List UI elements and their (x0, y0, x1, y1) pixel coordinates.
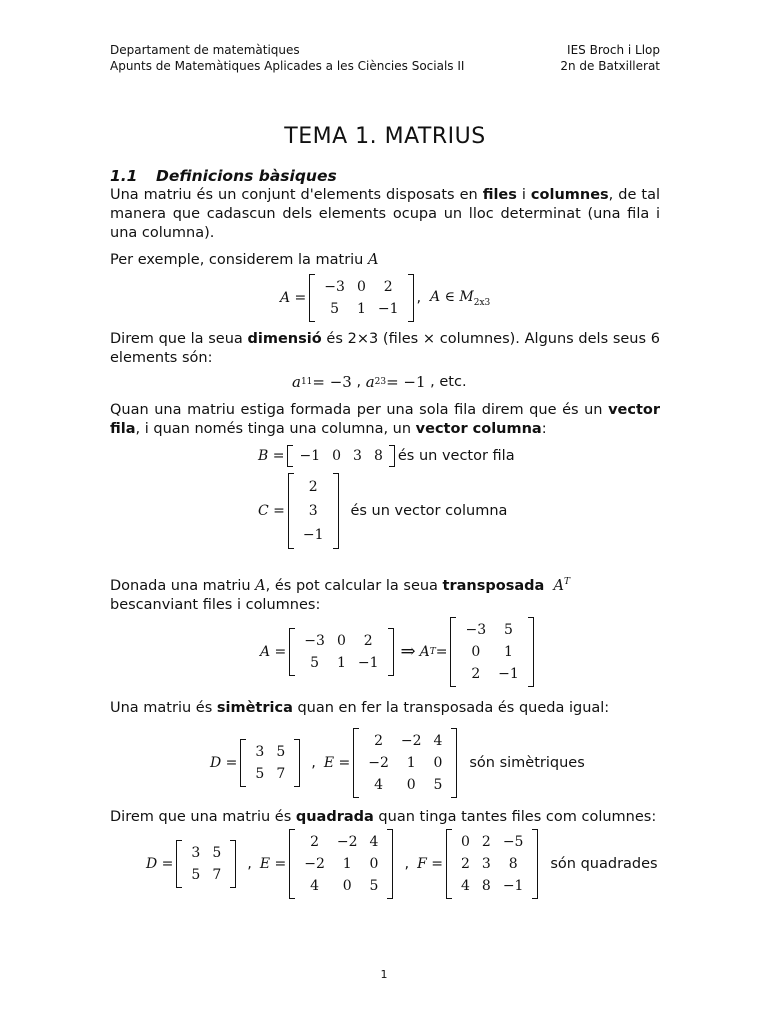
text: quan en fer la transposada és queda igual: (292, 699, 610, 716)
matrix-table (293, 445, 388, 467)
math-var: a (365, 373, 375, 391)
matrix-table (318, 276, 404, 320)
matrix-row (249, 741, 291, 763)
matrix-entry: −5 (502, 833, 524, 850)
matrix-entry: −2 (336, 833, 358, 850)
matrix-entry: 0 (342, 877, 352, 894)
matrix-row (318, 276, 404, 298)
matrix-entry: 3 (308, 503, 318, 519)
math-sup: T (429, 646, 436, 657)
matrix-table (455, 831, 529, 897)
matrix-row (298, 831, 384, 853)
text: quan tinga tantes files com columnes: (373, 808, 657, 825)
math-sub: 2x3 (473, 297, 491, 308)
text: és 2×3 (files × columnes). Alguns dels seus 6 elements són: (110, 331, 660, 366)
matrix (446, 829, 538, 899)
matrix-entry: −1 (299, 448, 321, 464)
matrix-entry: −2 (304, 855, 325, 872)
matrix-entry: 7 (212, 866, 222, 883)
header-grade: 2n de Batxillerat (560, 59, 660, 73)
matrix-entry: 2 (383, 279, 393, 295)
math-var: A (367, 252, 379, 268)
matrix-row (298, 652, 384, 674)
matrix-entry: 2 (374, 732, 384, 749)
matrix-entry: 4 (369, 833, 379, 850)
matrix-row (459, 663, 524, 685)
matrix-entry: 0 (336, 632, 346, 649)
paragraph-example (110, 251, 660, 270)
text: , i quan només tinga una columna, un (135, 421, 416, 437)
matrix-row (297, 475, 330, 499)
text: Per exemple, considerem la matriu (110, 252, 368, 268)
matrix (288, 473, 339, 549)
matrix-entry: −2 (368, 754, 389, 771)
matrix-entry: 0 (433, 754, 443, 771)
matrix-entry: 0 (332, 448, 342, 464)
matrix-entry: 3 (255, 743, 265, 760)
text: , és pot calcular la seua (265, 577, 443, 594)
separator: , (351, 374, 366, 390)
matrix-row (455, 853, 529, 875)
matrix-table (249, 741, 291, 785)
matrix-row (455, 831, 529, 853)
matrix-row (293, 445, 388, 467)
separator: , (247, 855, 252, 872)
matrix (289, 829, 393, 899)
matrix-entry: 2 (308, 479, 318, 495)
matrix-entry: 5 (330, 301, 340, 317)
implies-arrow: ⇒ (400, 641, 416, 663)
text: bescanviant files i columnes: (110, 596, 321, 613)
term-dimensio: dimensió (247, 331, 322, 347)
matrix-entry: 8 (481, 877, 491, 894)
term-simetrica: simètrica (216, 699, 293, 716)
equation-square (146, 829, 660, 899)
matrix-entry: 5 (191, 866, 201, 883)
matrix-entry: −3 (324, 279, 345, 295)
math-lhs: F = (417, 855, 443, 872)
matrix-entry: 0 (406, 776, 416, 793)
paragraph-dimension (110, 330, 660, 368)
matrix-entry: 5 (433, 776, 443, 793)
math-sub: 11 (300, 377, 313, 387)
matrix-entry: 5 (212, 844, 222, 861)
matrix-row (298, 853, 384, 875)
matrix-entry: 2 (363, 632, 373, 649)
text: i (516, 187, 531, 203)
matrix-entry: 0 (369, 855, 379, 872)
matrix-entry: −1 (357, 654, 379, 671)
math-var: A (553, 577, 564, 594)
matrix-entry: 7 (276, 765, 286, 782)
matrix-entry: −2 (400, 732, 422, 749)
page-number: 1 (380, 968, 388, 981)
math-var: a (292, 373, 301, 391)
matrix-entry: −1 (302, 527, 324, 543)
paragraph-square (110, 808, 660, 827)
text: Una matriu és un conjunt d'elements disposats en (110, 187, 483, 203)
term-columnes: columnes (530, 187, 609, 203)
header-department: Departament de matemàtiques (110, 43, 300, 57)
matrix (176, 840, 236, 888)
text: Quan una matriu estiga formada per una sola fila direm que és un (110, 402, 609, 418)
math-lhs: A = (260, 643, 287, 660)
matrix-row (298, 875, 384, 897)
membership (430, 289, 490, 308)
matrix-entry: −1 (502, 877, 524, 894)
math-text: = −3 (312, 373, 352, 391)
matrix-table (298, 831, 384, 897)
matrix-entry: 5 (503, 621, 513, 638)
equation-symmetric (210, 728, 660, 798)
math-var: A (255, 577, 266, 594)
matrix-entry: 5 (276, 743, 286, 760)
equation-row-vector (258, 445, 660, 467)
paragraph-definition (110, 186, 660, 243)
text: són simètriques (469, 754, 585, 771)
matrix-entry: 0 (460, 833, 470, 850)
matrix-row (362, 730, 448, 752)
matrix-entry: 1 (356, 301, 366, 317)
matrix-entry: 5 (310, 654, 320, 671)
matrix-row (362, 774, 448, 796)
matrix-row (249, 763, 291, 785)
matrix-row (185, 864, 227, 886)
matrix-entry: 3 (353, 448, 362, 464)
text: Direm que la seua (110, 331, 248, 347)
matrix-entry: 4 (460, 877, 470, 894)
math-var: A (419, 643, 430, 660)
matrix-table (297, 475, 330, 547)
matrix (287, 445, 394, 467)
matrix-table (362, 730, 448, 796)
matrix-entry: 2 (481, 833, 491, 850)
math-lhs: C = (258, 503, 285, 519)
header-school: IES Broch i Llop (567, 43, 660, 57)
text: , etc. (425, 374, 467, 390)
matrix (450, 617, 533, 687)
text: és un vector columna (350, 503, 508, 519)
matrix-table (298, 630, 384, 674)
header-row-1 (110, 42, 660, 58)
math-lhs: E = (259, 855, 287, 872)
text: és un vector fila (397, 448, 515, 464)
math-text: = (435, 643, 448, 660)
matrix (353, 728, 457, 798)
math-sub: 23 (374, 377, 387, 387)
page-title: TEMA 1. MATRIUS (284, 124, 486, 149)
equation-matrix-a (280, 274, 660, 322)
separator: , (311, 754, 316, 771)
matrix-entry: 5 (255, 765, 265, 782)
matrix-entry: 2 (471, 665, 481, 682)
matrix-row (459, 619, 524, 641)
matrix-entry: −3 (304, 632, 325, 649)
matrix (309, 274, 413, 322)
matrix-row (297, 499, 330, 523)
matrix-row (297, 523, 330, 547)
separator: , (404, 855, 410, 872)
matrix-entry: 2 (460, 855, 470, 872)
matrix-entry: 5 (369, 877, 379, 894)
matrix-row (185, 842, 227, 864)
paragraph-transpose (110, 573, 660, 615)
matrix (240, 739, 300, 787)
matrix-row (459, 641, 524, 663)
matrix-entry: 0 (356, 279, 366, 295)
text: , de tal manera que cadascun dels elements ocupa un lloc determinat (una fila i una columna). (110, 187, 660, 241)
matrix-entry: 2 (310, 833, 320, 850)
matrix-entry: −1 (498, 665, 519, 682)
matrix-entry: 1 (336, 654, 346, 671)
text: Direm que una matriu és (110, 808, 296, 825)
matrix-row (362, 752, 448, 774)
section-title: Definicions bàsiques (156, 167, 337, 185)
matrix-entry: 1 (503, 643, 513, 660)
term-transposada: transposada (442, 577, 545, 594)
term-quadrada: quadrada (295, 808, 374, 825)
matrix-table (185, 842, 227, 886)
matrix-row (298, 630, 384, 652)
math-lhs: D = (146, 855, 174, 872)
header-course-notes: Apunts de Matemàtiques Aplicades a les Ciències Socials II (110, 59, 465, 73)
matrix-entry: 3 (191, 844, 201, 861)
math-sup: T (564, 577, 571, 587)
matrix-entry: 4 (433, 732, 443, 749)
term-files: files (482, 187, 517, 203)
matrix-table (459, 619, 524, 685)
text: : (541, 421, 547, 437)
equation-transpose (260, 617, 660, 687)
matrix-entry: 3 (481, 855, 491, 872)
math-lhs: A = (280, 290, 307, 306)
term-vector-fila: vector fila (110, 402, 660, 437)
matrix (289, 628, 393, 676)
math-text: = −1 (386, 373, 426, 391)
separator: , (416, 290, 422, 306)
matrix-entry: 1 (342, 855, 352, 872)
matrix-entry: 8 (373, 448, 383, 464)
matrix-entry: −3 (465, 621, 487, 638)
matrix-entry: −1 (377, 301, 399, 317)
math-lhs: E = (323, 754, 351, 771)
matrix-entry: 8 (508, 855, 518, 872)
math-text: A ∈ M (430, 288, 474, 305)
document-page (110, 42, 660, 899)
matrix-entry: 4 (374, 776, 384, 793)
equation-column-vector (258, 473, 660, 549)
matrix-entry: 0 (471, 643, 481, 660)
equation-elements (292, 373, 660, 391)
section-heading (110, 167, 660, 186)
matrix-row (455, 875, 529, 897)
paragraph-symmetric (110, 699, 660, 718)
header-row-2 (110, 58, 660, 74)
math-lhs: B = (258, 448, 285, 464)
text: Una matriu és (110, 699, 217, 716)
text: Donada una matriu (110, 577, 256, 594)
matrix-row (318, 298, 404, 320)
math-lhs: D = (210, 754, 238, 771)
matrix-entry: 4 (310, 877, 320, 894)
section-number: 1.1 (110, 167, 138, 185)
paragraph-vectors (110, 401, 660, 439)
term-vector-columna: vector columna (415, 421, 542, 437)
text: són quadrades (550, 855, 658, 872)
matrix-entry: 1 (406, 754, 416, 771)
